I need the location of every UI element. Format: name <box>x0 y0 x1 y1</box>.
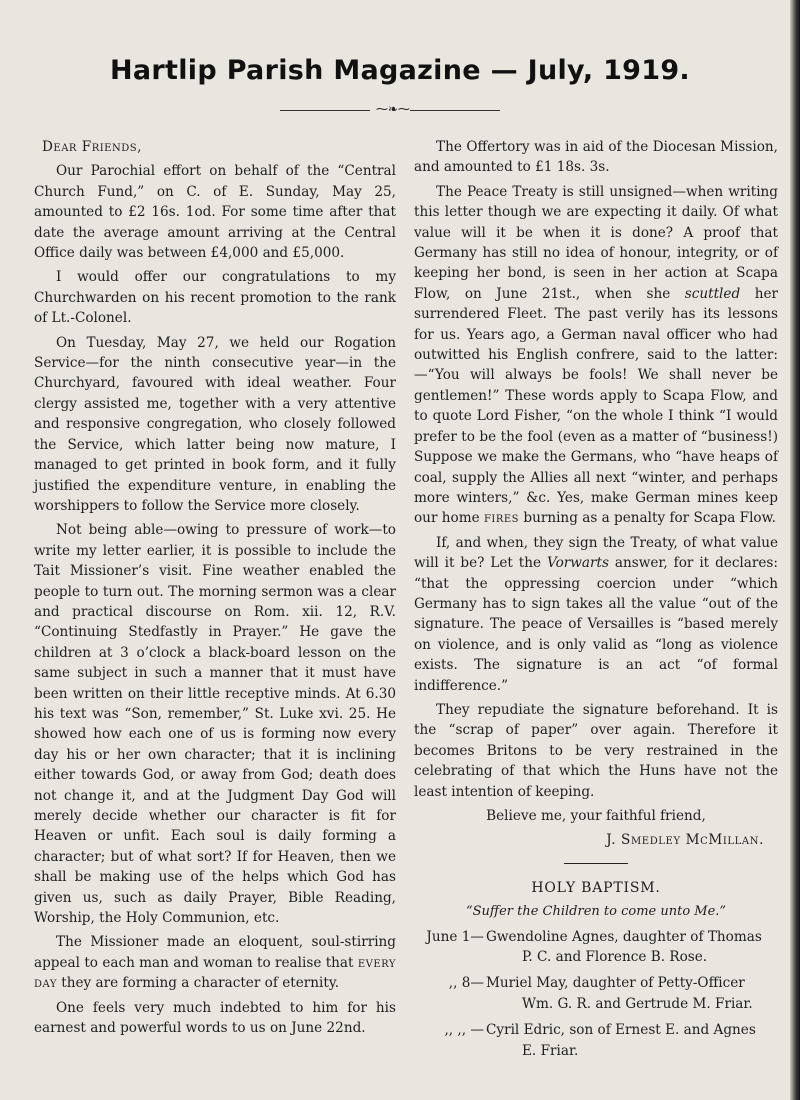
baptism-line-1: Muriel May, daughter of Petty-Officer <box>486 975 745 992</box>
baptism-date: June 1— <box>426 928 484 945</box>
masthead <box>0 55 800 86</box>
paragraph-rogation-service: On Tuesday, May 27, we held our Rogation Service—for the ninth consecutive year—in the Churchyard, favoured with ideal weather. Four clergy assisted me, together with a very attentive and responsive congregation, who closely followed the Service, which latter being now mature, I managed to get printed in book form, and it fully justified the expenditure venture, in enabling the worshippers to follow the Service more closely. <box>34 334 396 514</box>
paragraph-missioner-appeal <box>34 932 396 993</box>
paragraph-central-church-fund: Our Parochial effort on behalf of the “Central Church Fund,” on C. of E. Sunday, May 25, amounted to £2 16s. 1od. For some time after that date the average amount arriving at the Central Office daily was between £4,000 and £5,000. <box>34 163 396 262</box>
treaty-text: The Peace Treaty is still unsigned—when writing this letter though we are expecting it daily. Of what value will it be when it is done? A proof that Germany has still no idea of honour, integrity, or of keeping her bond, is seen in her action at Scapa Flow, on June 21st., when she <box>414 183 778 302</box>
baptism-line-2: Wm. G. R. and Gertrude M. Friar. <box>522 995 753 1012</box>
salutation: Dear Friends, <box>42 139 142 155</box>
signature: J. Smedley McMillan. <box>606 832 764 849</box>
right-column <box>414 137 778 1067</box>
baptism-date: ,, ,, — <box>444 1022 484 1039</box>
scuttled-emphasis: scuttled <box>684 285 741 302</box>
ornament-rule-left <box>280 110 370 111</box>
vorwarts-name: Vorwarts <box>547 555 609 572</box>
vorwarts-text-end: answer, for it declares: “that the oppressing coercion under “which Germany has to sign takes all the value “out of the signature. The peace of Versailles is “based merely on violence, and is only valid as “long as violence exists. The signature is an act “of formal indifference.” <box>414 555 778 694</box>
masthead-separator: — <box>490 55 518 86</box>
ornament-rule-right <box>410 110 500 111</box>
fires-emphasis: fires <box>483 510 520 527</box>
baptism-entry <box>414 1020 778 1061</box>
baptism-heading: HOLY BAPTISM. <box>531 879 661 896</box>
treaty-text-cont: her surrendered Fleet. The past verily has its lessons for us. Years ago, a German naval officer who had outwitted his English confrere, said to the latter:—“You will always be fools! We shall never be gentlemen!” These words apply to Scapa Flow, and to quote Lord Fisher, “on the whole I think “I would prefer to be the fool (even as a matter of “business!) Suppose we make the Germans, who “have heaps of coal, supply the Allies all next “winter, and perhaps more winters,” &c. Yes, make German mines keep our home <box>414 285 778 527</box>
every-day-emphasis: every day <box>34 954 396 992</box>
paragraph-peace-treaty <box>414 182 778 529</box>
fleuron-icon: ⁓❧⁓ <box>376 102 411 116</box>
baptism-line-2: P. C. and Florence B. Rose. <box>522 949 708 966</box>
baptism-line-1: Gwendoline Agnes, daughter of Thomas <box>486 928 762 945</box>
paragraph-repudiate: They repudiate the signature beforehand. It is the “scrap of paper” over again. Therefore it becomes Britons to be very restrained in the celebrating of that which the Huns have not the least intention of keeping. <box>414 701 778 800</box>
section-divider <box>564 863 628 864</box>
baptism-text <box>486 927 778 968</box>
left-column <box>34 137 396 1042</box>
paragraph-vorwarts <box>414 533 778 696</box>
paragraph-tait-missioner: Not being able—owing to pressure of work—to write my letter earlier, it is possible to include the Tait Missioner’s visit. Fine weather enabled the people to turn out. The morning sermon was a clear and practical discourse on Rom. xii. 12, R.V. “Continuing Stedfastly in Prayer.” He gave the children at 3 o’clock a black-board lesson on the same subject in such a manner that it must have been written on their little receptive minds. At 6.30 his text was “Son, remember,” St. Luke xvi. 25. He showed how each one of us is forming now every day his or her own character; that it is inclining either towards God, or away from God; death does not change it, and at the Judgment Day God will merely decide whether our character is fit for Heaven or unfit. Each soul is daily forming a character; but of what sort? If for Heaven, then we shall be making use of the helps which God has given us, such as daily Prayer, Bible Reading, Worship, the Holy Communion, etc. <box>34 522 396 927</box>
paragraph-congratulations: I would offer our congratulations to my Churchwarden on his recent promotion to the rank of Lt.-Colonel. <box>34 269 396 327</box>
baptism-entry <box>414 927 778 968</box>
masthead-title: Hartlip Parish Magazine <box>110 55 481 86</box>
appeal-text-end: they are forming a character of eternity. <box>61 975 340 992</box>
page-spine-edge <box>790 0 800 1100</box>
baptism-quote: “Suffer the Children to come unto Me.” <box>465 904 727 920</box>
paragraph-indebted: One feels very much indebted to him for his earnest and powerful words to us on June 22nd. <box>34 999 396 1037</box>
closing-line: Believe me, your faithful friend, <box>486 808 706 824</box>
baptism-entry <box>414 973 778 1014</box>
baptism-line-2: E. Friar. <box>522 1042 579 1059</box>
baptism-line-1: Cyril Edric, son of Ernest E. and Agnes <box>486 1022 756 1039</box>
masthead-date: July, 1919. <box>527 55 690 86</box>
appeal-text: The Missioner made an eloquent, soul-stirring appeal to each man and woman to realise that <box>34 934 396 971</box>
treaty-text-end: burning as a penalty for Scapa Flow. <box>523 510 776 527</box>
baptism-date: ,, 8— <box>448 975 484 992</box>
title-ornament <box>280 102 500 116</box>
baptism-text <box>486 973 778 1014</box>
vorwarts-text: If, and when, they sign the Treaty, of what value will it be? Let the <box>414 534 778 572</box>
paragraph-offertory: The Offertory was in aid of the Diocesan Mission, and amounted to £1 18s. 3s. <box>414 139 778 176</box>
baptism-text <box>486 1020 778 1061</box>
